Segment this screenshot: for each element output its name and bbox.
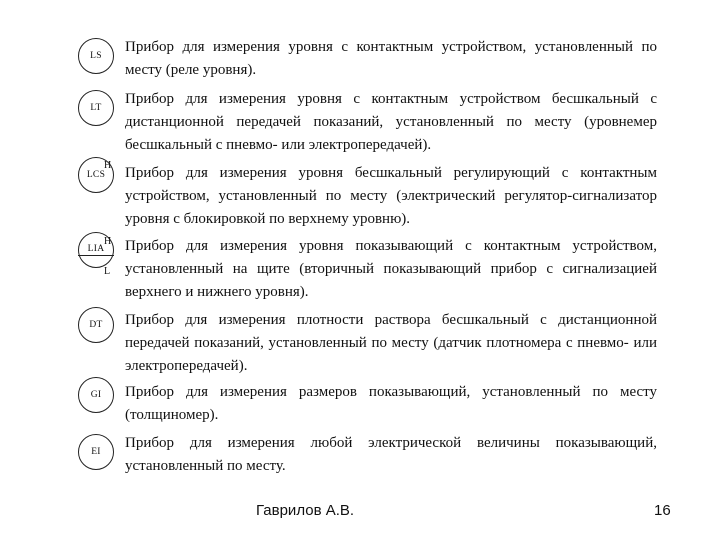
instrument-symbol-ei: [78, 434, 114, 470]
symbol-label: GI: [90, 390, 102, 400]
symbol-label: LCS: [86, 170, 106, 180]
entry-description: Прибор для измерения плотности раствора бесшкальный с дистанционной передачей показаний, установленный по месту (датчик плотномера с пневмо- или электропередачей).: [125, 312, 657, 374]
entry-description: Прибор для измерения уровня с контактным устройством, установленный по месту (реле уровня).: [125, 39, 657, 78]
instrument-symbol-gi: [78, 377, 114, 413]
entry-description: Прибор для измерения уровня с контактным устройством бесшкальный с дистанционной передачей показаний, установленный по месту (уровнемер бесшкальный с пневмо- или электропередачей).: [125, 91, 657, 153]
symbol-label: LIA: [87, 244, 105, 254]
symbol-label: DT: [89, 320, 103, 330]
symbol-label: LS: [90, 51, 102, 61]
entry-description: Прибор для измерения размеров показывающий, установленный по месту (толщиномер).: [125, 384, 657, 423]
symbol-label: EI: [91, 447, 101, 457]
entry-description: Прибор для измерения уровня показывающий с контактным устройством, установленный на щите (вторичный показывающий прибор с сигнализацией верхнего и нижнего уровня).: [125, 238, 657, 300]
entry-description: Прибор для измерения уровня бесшкальный регулирующий с контактным устройством, установленный по месту (электрический регулятор-сигнализатор уровня с блокировкой по верхнему уровню).: [125, 165, 657, 227]
symbol-flag-high: H: [104, 236, 112, 247]
symbol-label: LT: [90, 103, 102, 113]
entry-description: Прибор для измерения любой электрической величины показывающий, установленный по месту.: [125, 435, 657, 474]
instrument-symbol-ls: [78, 38, 114, 74]
footer-author: Гаврилов А.В.: [256, 502, 355, 519]
symbol-flag-low: L: [104, 266, 111, 277]
page-number: 16: [654, 502, 671, 519]
instrument-symbol-dt: [78, 307, 114, 343]
instrument-symbol-lt: [78, 90, 114, 126]
symbol-flag-high: H: [104, 160, 112, 171]
panel-mount-line: [78, 255, 114, 256]
